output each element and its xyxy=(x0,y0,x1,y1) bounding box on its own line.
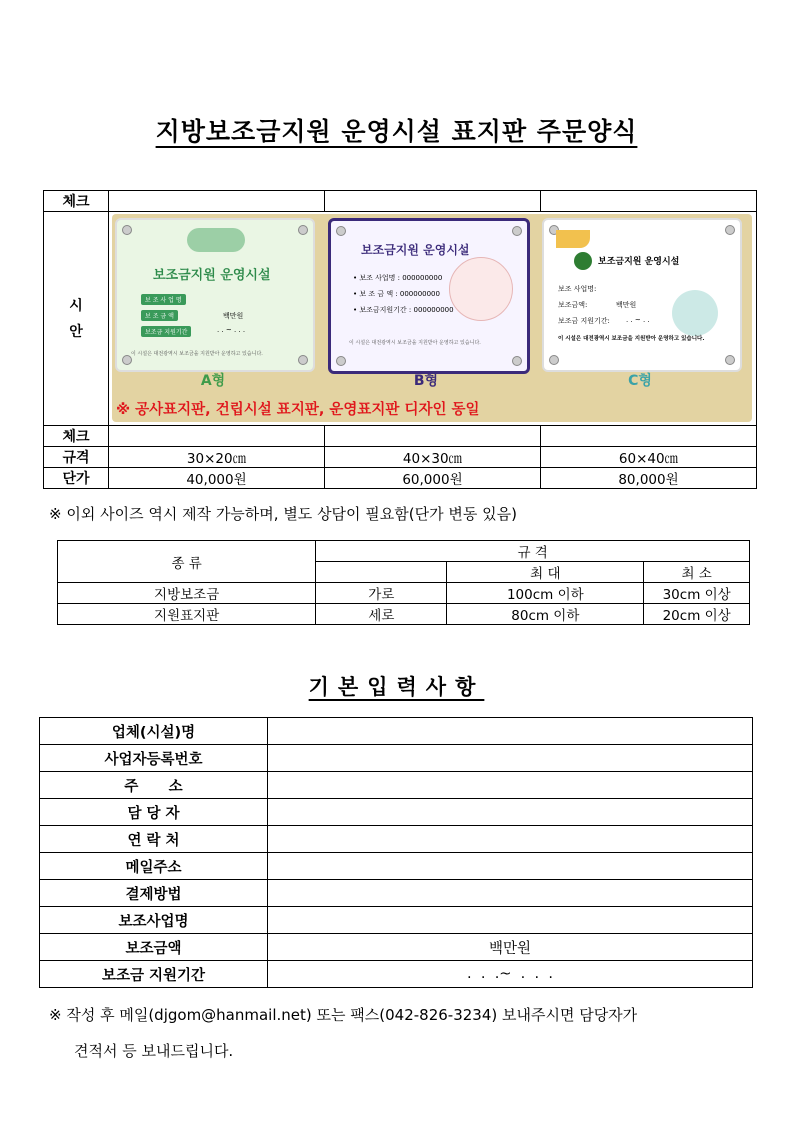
sample-label: 시 안 xyxy=(44,212,109,426)
screw-icon xyxy=(725,225,735,235)
page-title: 지방보조금지원 운영시설 표지판 주문양식 xyxy=(155,117,638,146)
sign-a-amount: 백만원 xyxy=(223,312,244,320)
size-label: 규격 xyxy=(44,447,109,468)
sign-a-footer: 이 시설은 대전광역시 보조금을 지원받아 운영하고 있습니다. xyxy=(131,351,263,357)
screw-icon xyxy=(512,226,522,236)
seal-icon xyxy=(449,257,513,321)
field-value-bizno[interactable] xyxy=(268,745,753,772)
sample-cell xyxy=(109,212,757,426)
size-note: ※ 이외 사이즈 역시 제작 가능하며, 별도 상담이 필요함(단가 변동 있음) xyxy=(49,505,517,523)
sign-c-title: 보조금지원 운영시설 xyxy=(598,257,680,267)
min-header: 최 소 xyxy=(644,562,750,583)
mascot-icon xyxy=(187,228,245,252)
basic-info-table xyxy=(39,717,753,988)
sign-b-image xyxy=(328,218,530,374)
max-row-2: 80cm 이하 xyxy=(447,604,644,625)
dir-row-2: 세로 xyxy=(316,604,447,625)
check-cell-a2[interactable] xyxy=(109,426,325,447)
check-label: 체크 xyxy=(44,191,109,212)
sign-b-field-3: • 보조금지원기간 : 000000000 xyxy=(353,306,454,314)
decor-circle-icon xyxy=(672,290,718,336)
check-cell-c2[interactable] xyxy=(540,426,756,447)
field-label: 보조금액 xyxy=(40,934,268,961)
field-label: 주 소 xyxy=(40,772,268,799)
field-value-project[interactable] xyxy=(268,907,753,934)
field-value-manager[interactable] xyxy=(268,799,753,826)
footer-note-line1: ※ 작성 후 메일(djgom@hanmail.net) 또는 팩스(042-826-3234) 보내주시면 담당자가 xyxy=(49,1006,638,1024)
check-cell-b[interactable] xyxy=(324,191,540,212)
sign-a-type: A형 xyxy=(200,373,226,389)
sign-a-field-2: 보 조 금 액 xyxy=(141,310,178,321)
price-label: 단가 xyxy=(44,468,109,489)
field-value-amount[interactable]: 백만원 xyxy=(268,934,753,961)
max-row-1: 100cm 이하 xyxy=(447,583,644,604)
sign-b-field-1: • 보조 사업명 : 000000000 xyxy=(353,274,443,282)
kind-line2: 지원표지판 xyxy=(58,604,316,625)
field-value-payment[interactable] xyxy=(268,880,753,907)
field-label: 보조사업명 xyxy=(40,907,268,934)
screw-icon xyxy=(122,225,132,235)
sign-a-title: 보조금지원 운영시설 xyxy=(153,268,271,283)
size-c: 60×40㎝ xyxy=(540,447,756,468)
sign-c-image xyxy=(542,218,742,372)
sign-b-footer: 이 시설은 대전광역시 보조금을 지원받아 운영하고 있습니다. xyxy=(349,340,481,346)
sign-c-amount: 백만원 xyxy=(616,301,637,309)
price-a: 40,000원 xyxy=(109,468,325,489)
sample-panel xyxy=(112,214,752,422)
screw-icon xyxy=(512,356,522,366)
sign-a-field-3: 보조금 지원기간 xyxy=(141,326,191,337)
size-a: 30×20㎝ xyxy=(109,447,325,468)
kind-header: 종 류 xyxy=(58,541,316,583)
screw-icon xyxy=(298,225,308,235)
field-value-period[interactable]: . . .~ . . . xyxy=(268,961,753,988)
field-label: 담 당 자 xyxy=(40,799,268,826)
check-label-2: 체크 xyxy=(44,426,109,447)
sign-a-field-1: 보 조 사 업 명 xyxy=(141,294,186,305)
kind-line1: 지방보조금 xyxy=(58,583,316,604)
min-row-1: 30cm 이상 xyxy=(644,583,750,604)
size-b: 40×30㎝ xyxy=(324,447,540,468)
sign-b-type: B형 xyxy=(413,373,439,389)
screw-icon xyxy=(549,355,559,365)
sign-c-field-2: 보조금액: xyxy=(558,301,588,309)
field-label: 연 락 처 xyxy=(40,826,268,853)
min-row-2: 20cm 이상 xyxy=(644,604,750,625)
basic-section-title: 기본입력사항 xyxy=(308,675,485,699)
field-label: 보조금 지원기간 xyxy=(40,961,268,988)
check-cell-c[interactable] xyxy=(540,191,756,212)
sign-a-image xyxy=(115,218,315,372)
screw-icon xyxy=(336,356,346,366)
screw-icon xyxy=(336,226,346,236)
dir-row-1: 가로 xyxy=(316,583,447,604)
sign-c-field-3: 보조금 지원기간: xyxy=(558,317,610,325)
design-warning: ※ 공사표지판, 건립시설 표지판, 운영표지판 디자인 동일 xyxy=(116,402,480,418)
sign-c-field-1: 보조 사업명: xyxy=(558,285,597,293)
emblem-icon xyxy=(574,252,592,270)
order-table xyxy=(43,190,757,489)
screw-icon xyxy=(725,355,735,365)
sign-c-period: . . ~ . . xyxy=(626,316,650,324)
footer-note-line2: 견적서 등 보내드립니다. xyxy=(74,1042,234,1060)
max-header: 최 대 xyxy=(447,562,644,583)
price-b: 60,000원 xyxy=(324,468,540,489)
sign-b-field-2: • 보 조 금 액 : 000000000 xyxy=(353,290,440,298)
field-label: 결제방법 xyxy=(40,880,268,907)
spec-header: 규 격 xyxy=(316,541,750,562)
sign-b-title: 보조금지원 운영시설 xyxy=(361,243,470,257)
screw-icon xyxy=(298,355,308,365)
price-c: 80,000원 xyxy=(540,468,756,489)
field-label: 업체(시설)명 xyxy=(40,718,268,745)
field-value-email[interactable] xyxy=(268,853,753,880)
spec-table xyxy=(57,540,750,625)
field-value-contact[interactable] xyxy=(268,826,753,853)
check-cell-b2[interactable] xyxy=(324,426,540,447)
check-cell-a[interactable] xyxy=(109,191,325,212)
decor-shape-icon xyxy=(556,230,590,248)
field-value-address[interactable] xyxy=(268,772,753,799)
sign-c-type: C형 xyxy=(628,373,652,389)
sign-a-period: . . ~ . . . xyxy=(217,326,246,334)
field-label: 메일주소 xyxy=(40,853,268,880)
field-label: 사업자등록번호 xyxy=(40,745,268,772)
sign-c-footer: 이 시설은 대전광역시 보조금을 지원받아 운영하고 있습니다. xyxy=(558,336,705,342)
field-value-company[interactable] xyxy=(268,718,753,745)
